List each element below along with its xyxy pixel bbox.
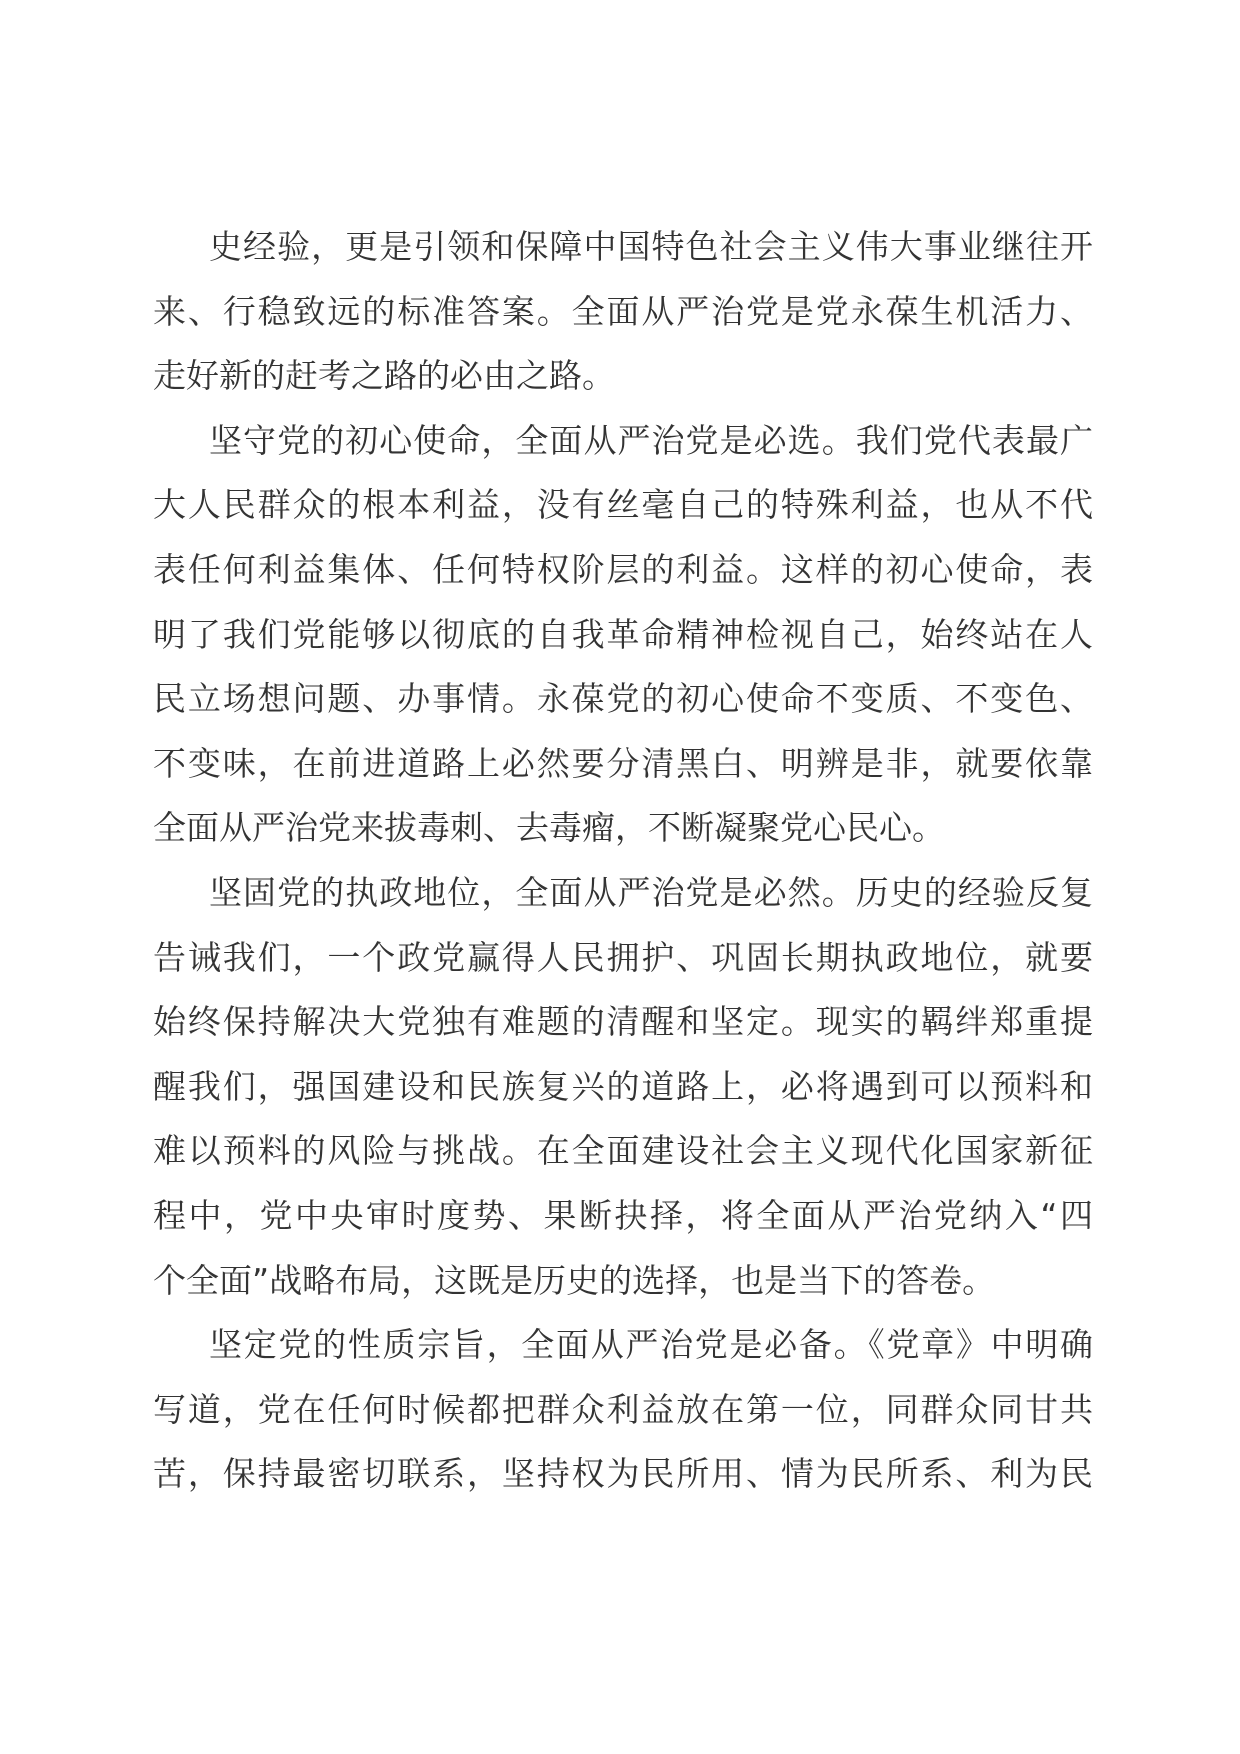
paragraph-line: 个全面”战略布局，这既是历史的选择，也是当下的答卷。	[153, 1260, 996, 1300]
paragraph-line: 苦，保持最密切联系，坚持权为民所用、情为民所系、利为民	[153, 1454, 1093, 1494]
paragraph-line: 坚定党的性质宗旨，全面从严治党是必备。《党章》中明确	[209, 1325, 1093, 1365]
paragraph-line: 醒我们，强国建设和民族复兴的道路上，必将遇到可以预料和	[153, 1066, 1093, 1106]
document-body	[153, 215, 1093, 1507]
paragraph-line: 不变味，在前进道路上必然要分清黑白、明辨是非，就要依靠	[153, 743, 1093, 783]
paragraph-3	[153, 861, 1093, 1313]
paragraph-line: 大人民群众的根本利益，没有丝毫自己的特殊利益，也从不代	[153, 485, 1093, 525]
paragraph-line: 史经验，更是引领和保障中国特色社会主义伟大事业继往开	[209, 227, 1093, 266]
paragraph-line: 表任何利益集体、任何特权阶层的利益。这样的初心使命，表	[153, 549, 1093, 589]
paragraph-line: 全面从严治党来拔毒刺、去毒瘤，不断凝聚党心民心。	[153, 808, 945, 848]
paragraph-line: 始终保持解决大党独有难题的清醒和坚定。现实的羁绊郑重提	[153, 1002, 1093, 1042]
paragraph-line: 坚守党的初心使命，全面从严治党是必选。我们党代表最广	[209, 420, 1093, 460]
paragraph-line: 写道，党在任何时候都把群众利益放在第一位，同群众同甘共	[153, 1389, 1093, 1429]
paragraph-line: 告诫我们，一个政党赢得人民拥护、巩固长期执政地位，就要	[153, 937, 1093, 977]
paragraph-line: 民立场想问题、办事情。永葆党的初心使命不变质、不变色、	[153, 679, 1093, 719]
paragraph-line: 难以预料的风险与挑战。在全面建设社会主义现代化国家新征	[153, 1131, 1093, 1171]
paragraph-1	[153, 215, 1093, 409]
paragraph-4	[153, 1313, 1093, 1507]
paragraph-line: 程中，党中央审时度势、果断抉择，将全面从严治党纳入“四	[153, 1195, 1093, 1235]
paragraph-2	[153, 409, 1093, 861]
paragraph-line: 坚固党的执政地位，全面从严治党是必然。历史的经验反复	[209, 872, 1093, 912]
paragraph-line: 走好新的赶考之路的必由之路。	[153, 356, 615, 396]
paragraph-line: 来、行稳致远的标准答案。全面从严治党是党永葆生机活力、	[153, 291, 1093, 331]
paragraph-line: 明了我们党能够以彻底的自我革命精神检视自己，始终站在人	[153, 614, 1093, 654]
